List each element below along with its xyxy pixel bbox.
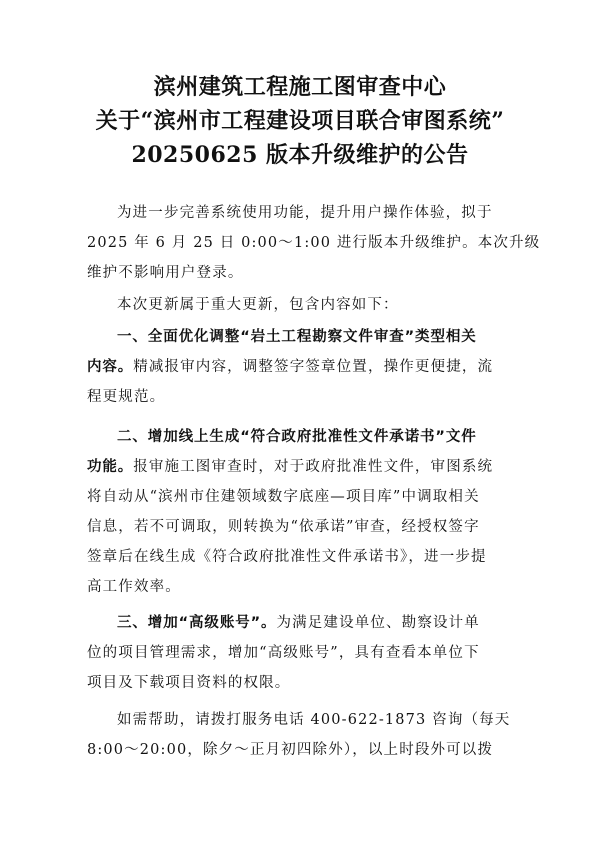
item-2-text-line-3: 将自动从“滨州市住建领域数字底座—项目库”中调取相关 bbox=[87, 489, 480, 505]
item-3-text-line-1: 为满足建设单位、勘察设计单 bbox=[276, 615, 480, 631]
item-1-paragraph bbox=[87, 322, 513, 412]
item-2-text-line-5: 签章后在线生成《符合政府批准性文件承诺书》，进一步提 bbox=[87, 549, 487, 565]
help-line-1: 如需帮助，请拨打服务电话 400-622-1873 咨询（每天 bbox=[117, 712, 511, 728]
item-2-text-line-2: 报审施工图审查时，对于政府批准性文件，审图系统 bbox=[133, 459, 494, 475]
help-line-2: 8:00～20:00，除夕～正月初四除外），以上时段外可以拨 bbox=[87, 742, 494, 758]
item-2-paragraph bbox=[87, 422, 513, 602]
item-2-text-line-4: 信息，若不可调取，则转换为“依承诺”审查，经授权签字 bbox=[87, 519, 480, 535]
intro-line-1: 为进一步完善系统使用功能，提升用户操作体验，拟于 bbox=[117, 205, 493, 221]
item-3-heading: 三、增加“高级账号”。 bbox=[117, 615, 277, 631]
help-paragraph bbox=[87, 705, 513, 765]
title-line-1: 滨州建筑工程施工图审查中心 bbox=[153, 74, 447, 100]
title-line-3: 20250625 版本升级维护的公告 bbox=[131, 142, 469, 168]
update-summary-line: 本次更新属于重大更新，包含内容如下： bbox=[117, 297, 399, 313]
item-3-paragraph bbox=[87, 608, 513, 698]
item-1-text-line-3: 程更规范。 bbox=[87, 389, 166, 405]
title-line-2: 关于“滨州市工程建设项目联合审图系统” bbox=[95, 108, 505, 134]
item-2-heading-line-1: 二、增加线上生成“符合政府批准性文件承诺书”文件 bbox=[117, 429, 477, 445]
update-summary-paragraph bbox=[87, 290, 513, 320]
item-1-text-line-2: 精减报审内容，调整签字签章位置，操作更便捷，流 bbox=[133, 359, 494, 375]
item-3-text-line-3: 项目及下载项目资料的权限。 bbox=[87, 675, 291, 691]
item-3-text-line-2: 位的项目管理需求，增加“高级账号”，具有查看本单位下 bbox=[87, 645, 480, 661]
item-2-heading-line-2: 功能。 bbox=[87, 459, 134, 475]
item-1-heading-line-1: 一、全面优化调整“岩土工程勘察文件审查”类型相关 bbox=[117, 329, 477, 345]
item-2-text-line-6: 高工作效率。 bbox=[87, 579, 181, 595]
intro-paragraph bbox=[87, 198, 541, 288]
item-1-heading-line-2: 内容。 bbox=[87, 359, 134, 375]
intro-line-2: 2025 年 6 月 25 日 0:00～1:00 进行版本升级维护。本次升级 bbox=[87, 235, 541, 251]
intro-line-3: 维护不影响用户登录。 bbox=[87, 265, 244, 281]
